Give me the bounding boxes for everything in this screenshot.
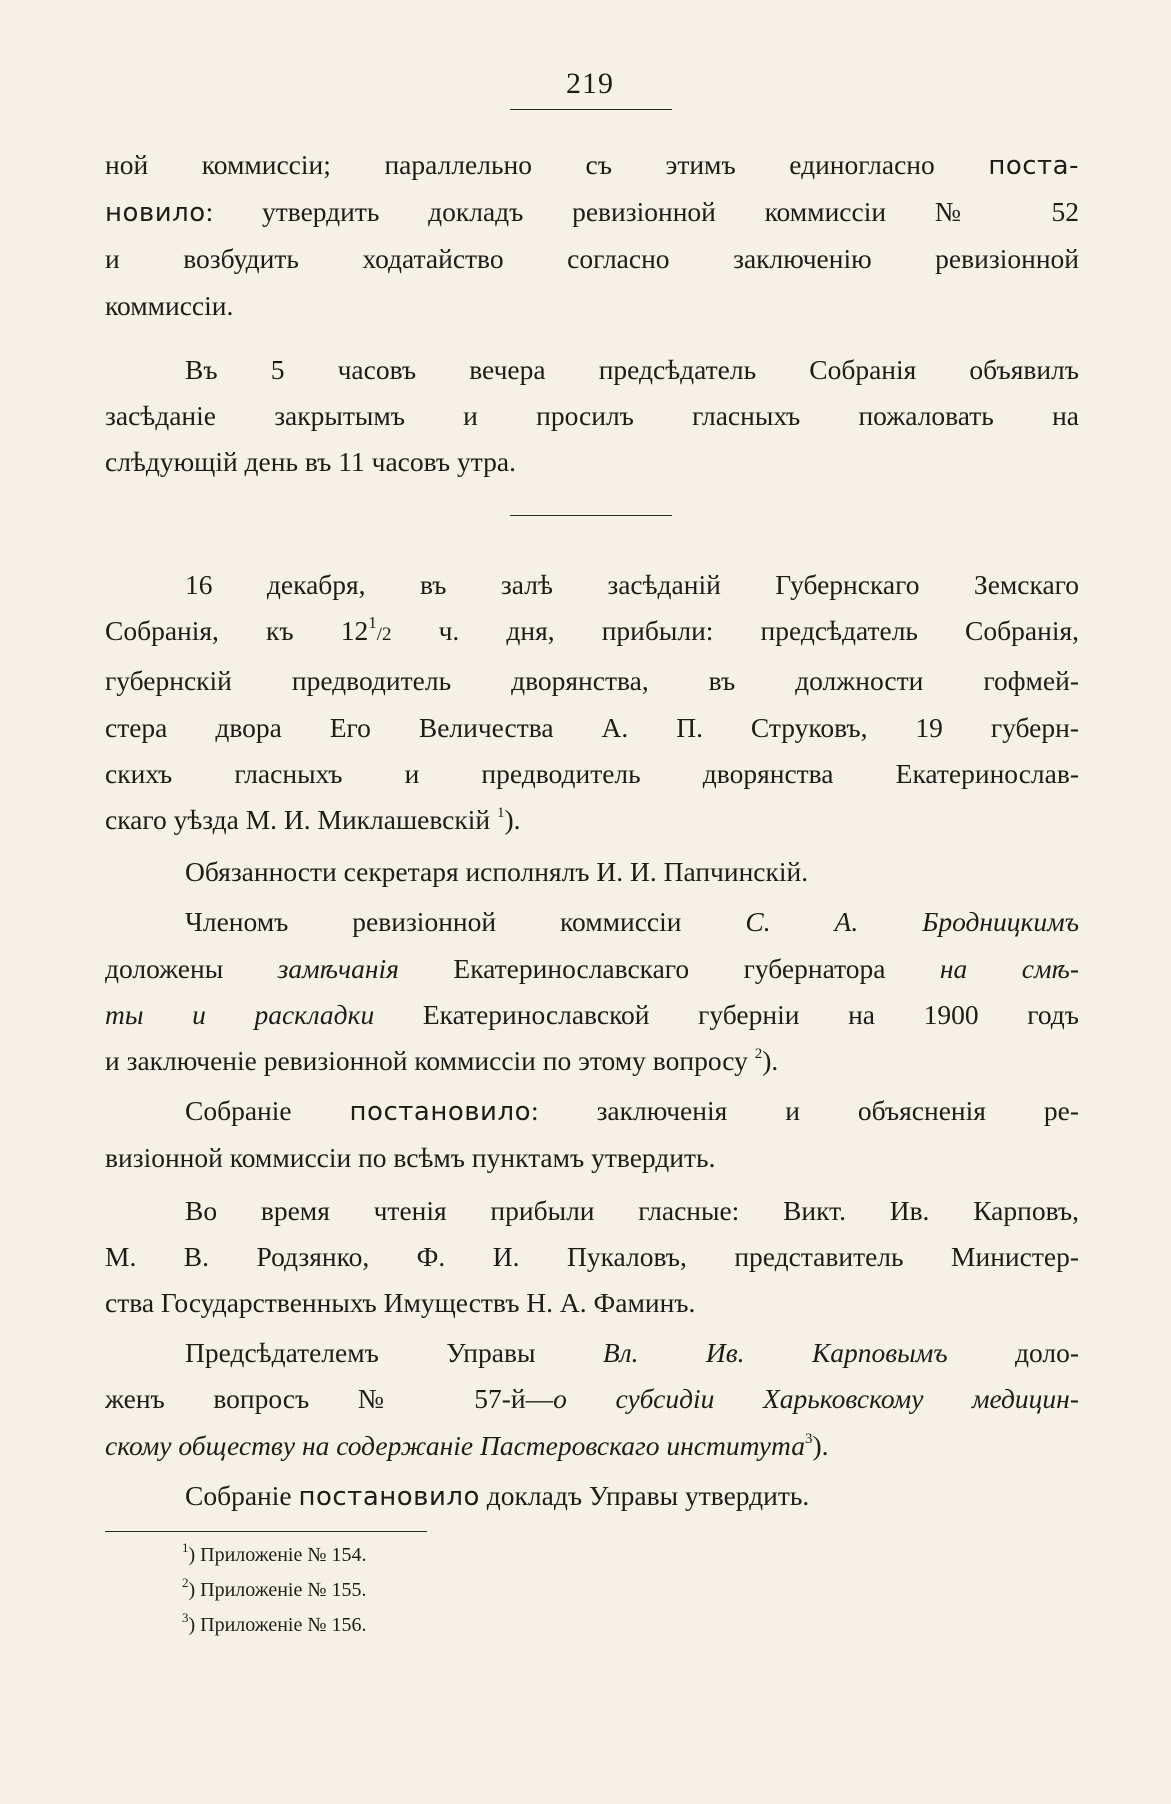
paragraph-line [105,1088,1079,1135]
paragraph-line: скихъ гласныхъ и предводитель дворянства Екатеринослав- [105,757,1079,789]
text-run: и заключеніе ревизіонной коммиссіи по этому вопросу [105,1045,755,1077]
text-block-main [105,562,1079,1520]
paragraph-line: засѣданіе закрытымъ и просилъ гласныхъ пожаловать на [105,400,1079,432]
text-run: Собранія, къ 12 [105,615,369,647]
paragraph-line [105,189,1079,236]
person-name: Вл. Ив. Карповымъ [602,1337,948,1369]
paragraph-line: визіонной коммиссіи по всѣмъ пунктамъ утвердить. [105,1142,716,1174]
footnote [182,1538,366,1573]
paragraph [105,1473,1079,1520]
spaced-emphasis: постановило [298,1481,480,1512]
paragraph: Обязанности секретаря исполнялъ И. И. Папчинскій. [185,856,809,888]
paragraph-line [105,797,1079,843]
text-run: Предсѣдателемъ Управы [185,1337,603,1369]
paragraph-line: и возбудить ходатайство согласно заключенію ревизіонной [105,243,1079,275]
text-run: доло- [947,1337,1080,1369]
text-run: Собраніе [185,1479,299,1511]
header-rule [510,109,672,110]
footnote-text: ) Приложеніе № 155. [188,1579,367,1601]
paragraph-line: 16 декабря, въ залѣ засѣданій Губернскаго Земскаго [185,569,1079,600]
paragraph-line: губернскій предводитель дворянства, въ должности гофмей- [105,665,1079,697]
footnote-text: ) Приложеніе № 156. [188,1614,367,1636]
person-name: С. А. Бродницкимъ [745,906,1079,938]
footnote-mark: 2 [182,1575,189,1590]
spaced-emphasis: новило [105,198,206,229]
spaced-emphasis: поста- [988,151,1079,181]
text-run: ч. дня, прибыли: предсѣдатель Собранія, [391,615,1079,647]
paragraph [105,142,1079,189]
paragraph-line [105,1423,1079,1469]
footnote-ref[interactable]: 3 [804,1430,813,1447]
paragraph-line [105,899,1079,945]
footnote-mark: 3 [182,1610,189,1625]
text-run: ной коммиссіи; параллельно съ этимъ единогласно [105,149,989,180]
footnote [182,1608,366,1643]
text-run: ). [812,1429,829,1461]
text-run: Собраніе [185,1095,350,1127]
paragraph-line: ства Государственныхъ Имуществъ Н. А. Фаминъ. [105,1287,696,1319]
text-run: докладъ Управы утвердить. [479,1479,810,1511]
footnote-text: ) Приложеніе № 154. [188,1544,367,1566]
italic-run: на смѣ- [939,952,1079,984]
paragraph-line [105,1376,1079,1422]
text-run: : заключенія и объясненія ре- [530,1095,1079,1127]
paragraph-line: коммиссіи. [105,289,234,321]
text-run: : утвердить докладъ ревизіонной коммиссіи № 52 [205,196,1079,228]
footnote-ref[interactable]: 1 [496,805,505,822]
paragraph-line [105,608,1079,658]
text-run: Членомъ ревизіонной коммиссіи [185,906,746,938]
footnote [182,1573,366,1608]
paragraph-line: М. В. Родзянко, Ф. И. Пукаловъ, представитель Министер- [105,1240,1079,1272]
footnotes [182,1538,366,1643]
paragraph-line: Во время чтенія прибыли гласные: Викт. Ив. Карповъ, [185,1194,1079,1226]
paragraph-line [105,992,1079,1038]
text-run: Екатеринославской губерніи на 1900 годъ [374,998,1079,1030]
text-run: доложены [105,952,278,984]
text-run: ). [504,804,521,836]
italic-run: ты и раскладки [105,998,375,1030]
text-run: ). [762,1045,779,1077]
paragraph-line: слѣдующій день въ 11 часовъ утра. [105,446,516,478]
text-run: скаго уѣзда М. И. Миклашевскій [105,804,497,836]
paragraph-line: Въ 5 часовъ вечера предсѣдатель Собранія объявилъ [185,353,1079,385]
footnote-ref[interactable]: 2 [754,1046,763,1063]
text-run: женъ вопросъ № 57-й— [105,1383,554,1415]
italic-run: скому обществу на содержаніе Пастеровскаго института [105,1429,805,1461]
text-block-top [105,142,1079,485]
italic-run: о субсидіи Харьковскому медицин- [553,1383,1079,1415]
fraction-numerator: 1 [368,613,377,633]
paragraph-line: стера двора Его Величества А. П. Струковъ, 19 губерн- [105,711,1079,743]
footnote-mark: 1 [182,1540,189,1555]
paragraph-line [105,946,1079,992]
spaced-emphasis: постановило [349,1097,531,1128]
italic-run: замѣчанія [277,952,399,984]
paragraph-line [105,1038,1079,1084]
page-number: 219 [566,67,614,100]
section-divider [510,515,672,516]
footnote-rule [105,1531,427,1532]
fraction-denominator: /2 [376,624,392,646]
text-run: Екатеринославскаго губернатора [398,952,940,984]
paragraph-line [105,1330,1079,1376]
